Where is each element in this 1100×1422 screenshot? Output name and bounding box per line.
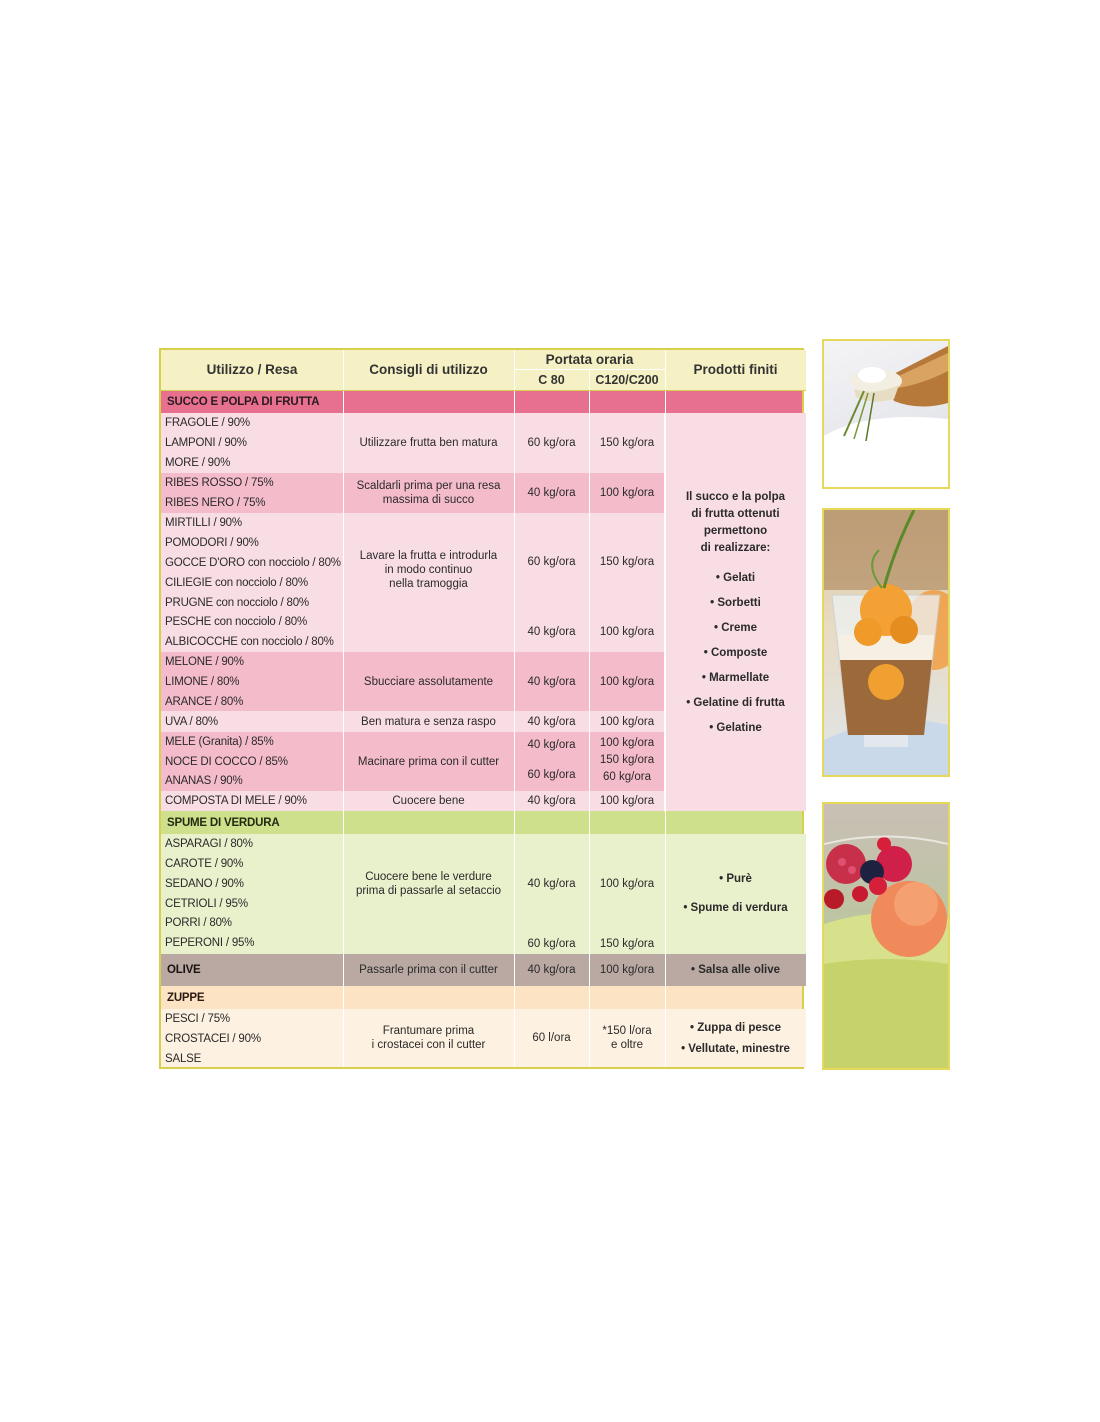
list-item: LAMPONI / 90% <box>165 437 247 449</box>
list-item: CAROTE / 90% <box>165 858 244 870</box>
list-item: NOCE DI COCCO / 85% <box>165 756 288 768</box>
c80-value: 40 kg/ora <box>527 739 576 751</box>
list-item: ALBICOCCHE con nocciolo / 80% <box>165 636 334 648</box>
column-divider <box>589 370 590 1067</box>
list-item: PESCHE con nocciolo / 80% <box>165 616 308 628</box>
list-item: FRAGOLE / 90% <box>165 417 250 429</box>
list-item: MORE / 90% <box>165 457 231 469</box>
fruit-products-intro: Il succo e la polpa di frutta ottenuti permettono di realizzare: <box>685 491 786 554</box>
list-item: MIRTILLI / 90% <box>165 517 242 529</box>
tip-cell: Macinare prima con il cutter <box>357 755 500 768</box>
section-vegetables: SPUME DI VERDURA <box>161 811 802 834</box>
product-item: • Marmellate <box>701 672 770 684</box>
c80-value: 40 kg/ora <box>527 626 576 638</box>
tip-cell: Cuocere bene <box>392 795 465 807</box>
c120-value: 100 kg/ora <box>599 795 655 807</box>
c120-value: 100 kg/ora <box>599 878 655 890</box>
c80-value: 60 kg/ora <box>527 556 576 568</box>
list-item: PEPERONI / 95% <box>165 937 255 949</box>
header-hourly-flow: Portata oraria <box>545 352 634 367</box>
product-item: • Gelatine <box>709 722 762 734</box>
berry-sorbet-photo <box>822 802 950 1070</box>
product-item: • Zuppa di pesce <box>690 1022 781 1034</box>
c80-value: 40 kg/ora <box>527 878 576 890</box>
c120-value: 100 kg/ora <box>599 737 655 749</box>
header-finished-products: Prodotti finiti <box>693 362 778 377</box>
tip-cell: Frantumare prima i crostacei con il cutter <box>371 1025 486 1051</box>
tip-cell: Lavare la frutta e introdurla in modo continuo nella tramoggia <box>359 550 498 590</box>
c80-value: 40 kg/ora <box>527 795 576 807</box>
c120-value: 150 kg/ora <box>599 556 655 568</box>
list-item: CILIEGIE con nocciolo / 80% <box>165 577 308 589</box>
column-divider <box>514 350 515 1067</box>
list-item: ASPARAGI / 80% <box>165 838 253 850</box>
product-item: • Sorbetti <box>710 597 761 609</box>
c120-value: 150 kg/ora <box>599 938 655 950</box>
c80-value: 60 kg/ora <box>527 437 576 449</box>
list-item: PORRI / 80% <box>165 917 232 929</box>
list-item: LIMONE / 80% <box>165 676 240 688</box>
c120-value: 60 kg/ora <box>603 771 651 783</box>
dessert-toast-image <box>824 341 948 487</box>
mango-parfait-photo <box>822 508 950 777</box>
mango-parfait-image <box>824 510 948 775</box>
dessert-toast-photo <box>822 339 950 489</box>
list-item: CETRIOLI / 95% <box>165 898 248 910</box>
c80-value: 40 kg/ora <box>527 964 576 976</box>
section-soups: ZUPPE <box>161 986 802 1009</box>
c120-value: 150 kg/ora <box>599 437 655 449</box>
product-usage-table <box>159 348 804 1069</box>
c120-value: 100 kg/ora <box>599 964 655 976</box>
tip-cell: Ben matura e senza raspo <box>361 715 496 728</box>
c80-value: 40 kg/ora <box>527 715 576 728</box>
column-divider <box>343 350 344 1067</box>
c80-value: 60 l/ora <box>532 1032 571 1044</box>
c80-value: 60 kg/ora <box>527 938 576 950</box>
list-item: MELE (Granita) / 85% <box>165 736 274 748</box>
list-item: SALSE <box>165 1053 202 1065</box>
column-divider <box>665 350 666 1067</box>
section-olive: OLIVE <box>167 964 201 976</box>
product-item: • Purè <box>719 873 752 885</box>
list-item: PRUGNE con nocciolo / 80% <box>165 597 309 609</box>
product-item: • Creme <box>713 622 758 634</box>
product-item: • Vellutate, minestre <box>681 1043 790 1055</box>
product-item: • Composte <box>703 647 768 659</box>
header-c80: C 80 <box>538 373 565 387</box>
list-item: RIBES ROSSO / 75% <box>165 477 274 489</box>
list-item: CROSTACEI / 90% <box>165 1033 261 1045</box>
product-item: • Salsa alle olive <box>690 964 781 976</box>
list-item: PESCI / 75% <box>165 1013 230 1025</box>
tip-cell: Scaldarli prima per una resa massima di succo <box>356 480 501 506</box>
tip-cell: Sbucciare assolutamente <box>363 675 494 688</box>
header-usage-tips: Consigli di utilizzo <box>369 362 488 377</box>
c80-value: 40 kg/ora <box>527 487 576 499</box>
tip-cell: Cuocere bene le verdure prima di passarle al setaccio <box>355 871 502 897</box>
list-item: GOCCE D'ORO con nocciolo / 80% <box>165 557 341 569</box>
berry-sorbet-image <box>824 804 948 1068</box>
list-item: ARANCE / 80% <box>165 696 244 708</box>
list-item: ANANAS / 90% <box>165 775 243 787</box>
c120-value: 100 kg/ora <box>599 715 655 728</box>
list-item: UVA / 80% <box>165 716 218 728</box>
product-item: • Spume di verdura <box>683 902 788 914</box>
list-item: COMPOSTA DI MELE / 90% <box>165 795 307 807</box>
c120-value: 150 kg/ora <box>599 754 655 766</box>
tip-cell: Passarle prima con il cutter <box>359 964 498 976</box>
list-item: RIBES NERO / 75% <box>165 497 266 509</box>
c120-value: 100 kg/ora <box>599 626 655 638</box>
c120-value: 100 kg/ora <box>599 675 655 688</box>
tip-cell: Utilizzare frutta ben matura <box>359 437 498 449</box>
product-item: • Gelati <box>715 572 756 584</box>
c80-value: 60 kg/ora <box>527 769 576 781</box>
c120-value: *150 l/ora e oltre <box>602 1025 652 1051</box>
header-usage-yield: Utilizzo / Resa <box>206 362 298 377</box>
c120-value: 100 kg/ora <box>599 487 655 499</box>
list-item: MELONE / 90% <box>165 656 244 668</box>
header-c120-c200: C120/C200 <box>595 373 659 387</box>
list-item: POMODORI / 90% <box>165 537 259 549</box>
list-item: SEDANO / 90% <box>165 878 244 890</box>
c80-value: 40 kg/ora <box>527 675 576 688</box>
section-fruit: SUCCO E POLPA DI FRUTTA <box>161 390 802 413</box>
product-item: • Gelatine di frutta <box>686 697 785 709</box>
